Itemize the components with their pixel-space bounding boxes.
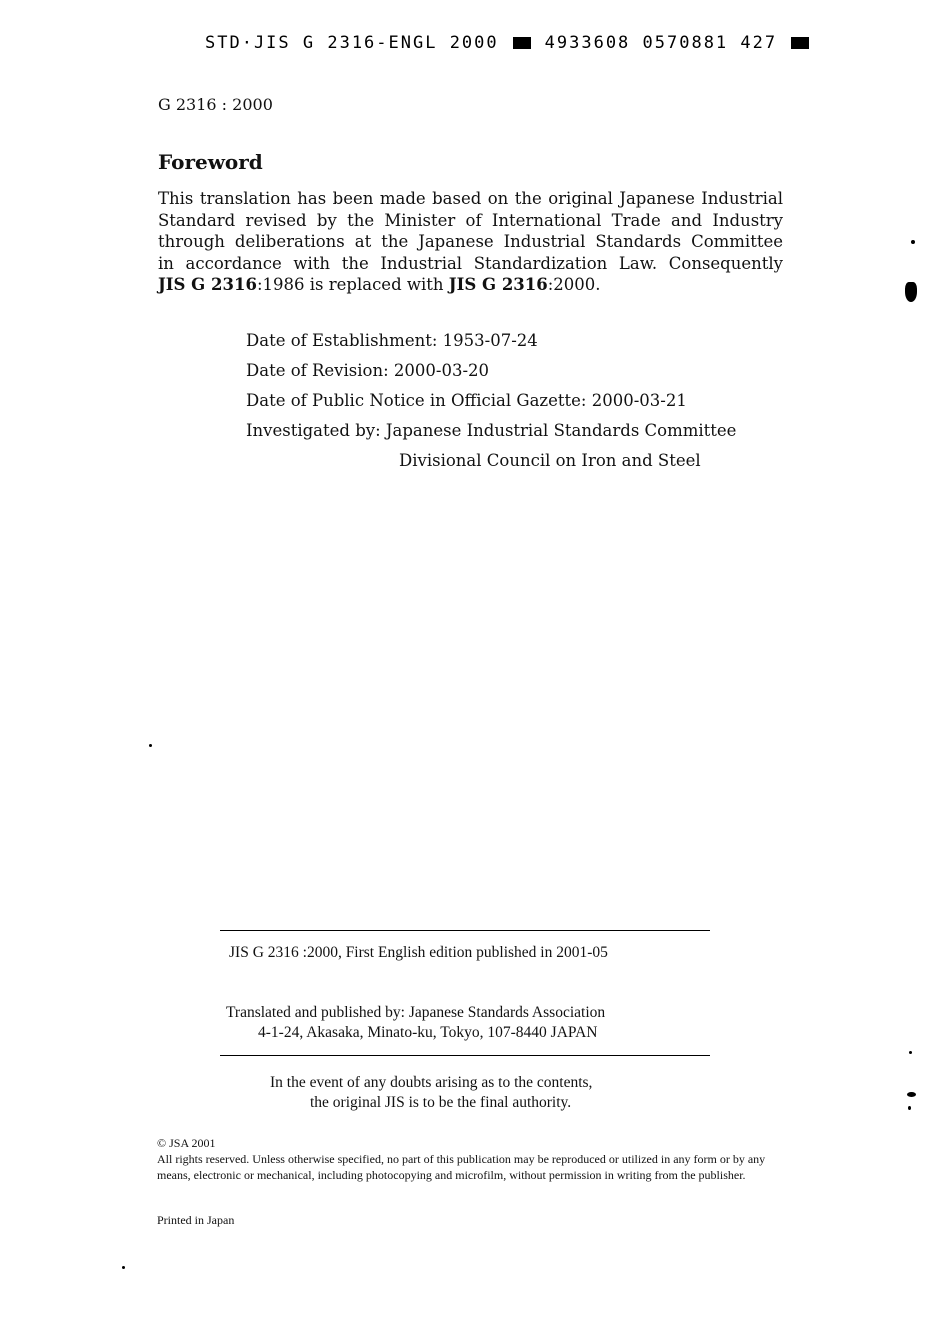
foreword-body <box>158 188 783 296</box>
date-of-revision: Date of Revision: 2000-03-20 <box>246 361 490 380</box>
printed-in: Printed in Japan <box>157 1213 235 1227</box>
scan-speck <box>909 1051 912 1054</box>
foreword-line: in accordance with the Industrial Standardization Law. Consequently <box>158 253 783 273</box>
publisher-address: 4-1-24, Akasaka, Minato-ku, Tokyo, 107-8440 JAPAN <box>258 1024 598 1041</box>
authority-note-line-2: the original JIS is to be the final authority. <box>310 1094 572 1111</box>
foreword-line: through deliberations at the Japanese Industrial Standards Committee <box>158 232 783 251</box>
scan-speck <box>908 1106 911 1110</box>
authority-note-line-1: In the event of any doubts arising as to the contents, <box>270 1074 593 1091</box>
translated-by: Translated and published by: Japanese Standards Association <box>226 1004 606 1021</box>
edition-line: JIS G 2316 :2000, First English edition published in 2001-05 <box>229 944 608 961</box>
divisional-council: Divisional Council on Iron and Steel <box>399 451 701 470</box>
copyright-notice: © JSA 2001 <box>157 1136 216 1150</box>
foreword-title: Foreword <box>158 150 263 174</box>
investigated-by: Investigated by: Japanese Industrial Standards Committee <box>246 421 737 440</box>
header-left-code: STD·JIS G 2316-ENGL 2000 <box>205 33 499 53</box>
rights-statement: All rights reserved. Unless otherwise specified, no part of this publication may be reproduced or utilized in any form or by any means, electronic or mechanical, including photocopying and microfilm, without permission in writing from the publisher. <box>157 1152 766 1182</box>
date-of-public-notice: Date of Public Notice in Official Gazette: 2000-03-21 <box>246 391 687 410</box>
scan-speck <box>149 744 152 747</box>
foreword-line <box>158 274 783 296</box>
scan-speck <box>911 240 915 244</box>
header-right-code: 4933608 0570881 427 <box>544 33 778 53</box>
old-standard-ref: JIS G 2316 <box>158 275 257 294</box>
scan-speck <box>907 1092 916 1097</box>
black-block-mark <box>791 37 809 49</box>
document-number: G 2316 : 2000 <box>158 95 273 114</box>
scan-speck <box>905 282 917 302</box>
scan-speck <box>122 1266 125 1269</box>
date-of-establishment: Date of Establishment: 1953-07-24 <box>246 331 538 350</box>
new-standard-ref: JIS G 2316 <box>448 275 548 294</box>
foreword-line: Standard revised by the Minister of International Trade and Industry <box>158 210 783 230</box>
foreword-line: This translation has been made based on the original Japanese Industrial <box>158 189 783 208</box>
header-stamp <box>205 33 809 53</box>
replacement-text: :1986 is replaced with <box>256 275 449 294</box>
divider-rule <box>220 1055 710 1056</box>
divider-rule <box>220 930 710 931</box>
black-block-mark <box>513 37 531 49</box>
new-year-text: :2000. <box>547 275 601 294</box>
